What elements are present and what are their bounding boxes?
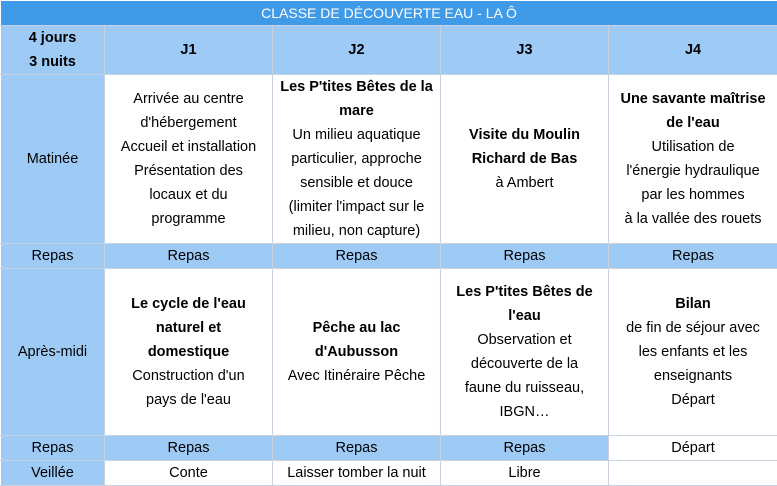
day-header-j1: J1 [105, 26, 273, 75]
morning-j3-title: Visite du Moulin [443, 123, 606, 147]
afternoon-j2-line: Avec Itinéraire Pêche [275, 364, 438, 388]
morning-j1-line: programme [107, 207, 270, 231]
table-title: CLASSE DE DÉCOUVERTE EAU - LA Ô [1, 1, 777, 26]
morning-j1-line: d'hébergement [107, 111, 270, 135]
afternoon-j4-line: les enfants et les [611, 340, 775, 364]
afternoon-j4-cell [609, 269, 777, 436]
morning-j2-cell [273, 75, 441, 244]
afternoon-j3-cell [441, 269, 609, 436]
afternoon-j2-cell [273, 269, 441, 436]
meal2-j4: Départ [609, 436, 777, 461]
morning-j2-line: particulier, approche [275, 147, 438, 171]
row-label-meal: Repas [1, 244, 105, 269]
row-label-meal-evening: Repas [1, 436, 105, 461]
row-label-afternoon: Après-midi [1, 269, 105, 436]
morning-j1-line: Accueil et installation [107, 135, 270, 159]
morning-j2-line: (limiter l'impact sur le [275, 195, 438, 219]
morning-j1-line: locaux et du [107, 183, 270, 207]
meal1-j4: Repas [609, 244, 777, 269]
afternoon-j4-line: Départ [611, 388, 775, 412]
afternoon-j4-title: Bilan [611, 292, 775, 316]
morning-j1-cell [105, 75, 273, 244]
meal1-j3: Repas [441, 244, 609, 269]
row-label-morning: Matinée [1, 75, 105, 244]
afternoon-j1-title: Le cycle de l'eau [107, 292, 270, 316]
meal2-j1: Repas [105, 436, 273, 461]
meal1-j2: Repas [273, 244, 441, 269]
meal2-j2: Repas [273, 436, 441, 461]
evening-j2: Laisser tomber la nuit [273, 461, 441, 486]
afternoon-j2-title: Pêche au lac [275, 316, 438, 340]
day-header-j2: J2 [273, 26, 441, 75]
evening-j3: Libre [441, 461, 609, 486]
afternoon-j1-line: Construction d'un [107, 364, 270, 388]
morning-j3-title: Richard de Bas [443, 147, 606, 171]
afternoon-j4-line: de fin de séjour avec [611, 316, 775, 340]
morning-j4-line: à la vallée des rouets [611, 207, 775, 231]
afternoon-j1-line: pays de l'eau [107, 388, 270, 412]
morning-j2-title: Les P'tites Bêtes de la [275, 75, 438, 99]
meal1-j1: Repas [105, 244, 273, 269]
morning-j4-line: par les hommes [611, 183, 775, 207]
afternoon-j3-line: découverte de la [443, 352, 606, 376]
morning-j2-line: milieu, non capture) [275, 219, 438, 243]
morning-j2-line: sensible et douce [275, 171, 438, 195]
morning-j1-line: Arrivée au centre [107, 87, 270, 111]
morning-j4-line: l'énergie hydraulique [611, 159, 775, 183]
morning-j3-cell [441, 75, 609, 244]
morning-j4-title: Une savante maîtrise [611, 87, 775, 111]
afternoon-j3-line: faune du ruisseau, [443, 376, 606, 400]
meal2-j3: Repas [441, 436, 609, 461]
morning-j2-line: Un milieu aquatique [275, 123, 438, 147]
afternoon-j4-line: enseignants [611, 364, 775, 388]
morning-j1-line: Présentation des [107, 159, 270, 183]
afternoon-j3-title: Les P'tites Bêtes de [443, 280, 606, 304]
duration-nights: 3 nuits [3, 50, 102, 74]
morning-j4-line: Utilisation de [611, 135, 775, 159]
morning-j2-title: mare [275, 99, 438, 123]
afternoon-j1-cell [105, 269, 273, 436]
afternoon-j3-line: Observation et [443, 328, 606, 352]
day-header-j4: J4 [609, 26, 777, 75]
evening-j1: Conte [105, 461, 273, 486]
morning-j4-cell [609, 75, 777, 244]
afternoon-j2-title: d'Aubusson [275, 340, 438, 364]
morning-j3-line: à Ambert [443, 171, 606, 195]
day-header-j3: J3 [441, 26, 609, 75]
afternoon-j3-title: l'eau [443, 304, 606, 328]
afternoon-j3-line: IBGN… [443, 400, 606, 424]
corner-cell [1, 26, 105, 75]
afternoon-j1-title: naturel et [107, 316, 270, 340]
morning-j4-title: de l'eau [611, 111, 775, 135]
afternoon-j1-title: domestique [107, 340, 270, 364]
duration-days: 4 jours [3, 26, 102, 50]
row-label-evening: Veillée [1, 461, 105, 486]
